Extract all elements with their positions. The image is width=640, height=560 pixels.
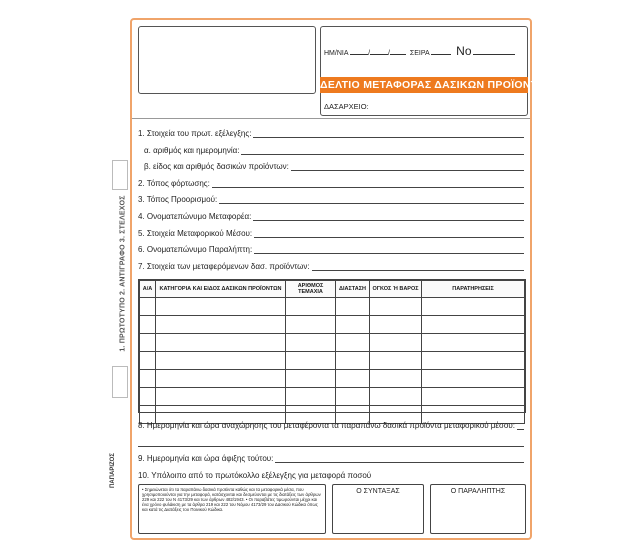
table-row xyxy=(140,370,525,388)
transport-form-sheet xyxy=(130,18,554,540)
table-row xyxy=(140,298,525,316)
series-label: ΣΕΙΡΑ xyxy=(409,50,430,57)
arrival-label: 9. Ημερομηνία και ώρα άφιξης τούτου: xyxy=(138,454,274,463)
remaining-balance-field[interactable] xyxy=(138,466,524,480)
form-field[interactable] xyxy=(138,157,524,171)
table-cell[interactable] xyxy=(140,298,156,316)
table-header-cell: Α/Α xyxy=(140,281,156,298)
form-field-label: 6. Ονοματεπώνυμο Παραλήπτη: xyxy=(138,245,253,255)
header-separator xyxy=(132,118,530,119)
form-field-line xyxy=(219,195,524,204)
table-row xyxy=(140,316,525,334)
table-cell[interactable] xyxy=(286,298,336,316)
signature-footer xyxy=(138,484,526,536)
table-cell[interactable] xyxy=(140,388,156,406)
form-header xyxy=(320,26,554,116)
date-sep: / xyxy=(368,50,371,57)
form-field-label: 4. Ονοματεπώνυμο Μεταφορέα: xyxy=(138,212,252,221)
table-row xyxy=(140,334,525,352)
table-cell[interactable] xyxy=(370,298,422,316)
departure-field[interactable] xyxy=(138,416,524,430)
composer-signature-box[interactable] xyxy=(332,484,424,534)
form-field[interactable] xyxy=(138,224,524,238)
legal-note: • Σημειώνεται ότι τα παραπάνω δασικά προϊόντα καθώς και τα μεταφορικά μέσα, που χρησιμοποιούνται για την μεταφορά, κατάσχονται και δεσμεύονται με τις διατάξεις των άρθρων 229 και 222 του Ν 4173/29 και των άρθρων 482/1943. • Οι παραβάτες τιμωρούνται μέχρι και ένα χρόνο φυλάκιση με τα άρθρα 219 και 222 του Νόμου 4173/29 του Δασικού Κώδικα όπως και κατά τις Διατάξεις του Ποινικού Κώδικα. xyxy=(138,484,326,534)
table-cell[interactable] xyxy=(422,370,525,388)
table-cell[interactable] xyxy=(422,352,525,370)
form-field-line xyxy=(212,179,524,188)
table-row xyxy=(140,352,525,370)
table-cell[interactable] xyxy=(156,370,286,388)
table-cell[interactable] xyxy=(286,352,336,370)
arrival-field[interactable] xyxy=(138,449,524,463)
form-field-label: 2. Τόπος φόρτωσης: xyxy=(138,178,210,188)
date-sep: / xyxy=(388,50,390,57)
form-field-line xyxy=(312,262,524,271)
departure-continuation-field[interactable] xyxy=(138,433,524,447)
recipient-signature-box[interactable] xyxy=(430,484,526,534)
table-cell[interactable] xyxy=(422,316,525,334)
number-field[interactable] xyxy=(473,46,515,55)
table-cell[interactable] xyxy=(422,334,525,352)
table-cell[interactable] xyxy=(140,370,156,388)
form-field[interactable] xyxy=(138,257,524,271)
brand-label: ΠΑΠΑΡΙΖΟΣ xyxy=(110,453,116,488)
table-cell[interactable] xyxy=(370,370,422,388)
table-cell[interactable] xyxy=(156,334,286,352)
table-row xyxy=(140,388,525,406)
table-cell[interactable] xyxy=(286,316,336,334)
table-cell[interactable] xyxy=(370,388,422,406)
table-cell[interactable] xyxy=(370,334,422,352)
table-cell[interactable] xyxy=(370,316,422,334)
products-table xyxy=(138,279,526,413)
form-title: ΔΕΛΤΙΟ ΜΕΤΑΦΟΡΑΣ ΔΑΣΙΚΩΝ ΠΡΟΪΟΝΤΩΝ xyxy=(320,79,554,91)
form-field-label: β. είδος και αριθμός δασικών προϊόντων: xyxy=(144,162,289,172)
table-cell[interactable] xyxy=(336,334,370,352)
form-field-label: 1. Στοιχεία του πρωτ. εξέλεγξης: xyxy=(138,129,252,138)
table-cell[interactable] xyxy=(336,316,370,334)
table-header-cell: ΔΙΑΣΤΑΣΗ xyxy=(336,281,370,298)
table-header-cell: ΠΑΡΑΤΗΡΗΣΕΙΣ xyxy=(422,281,525,298)
series-field[interactable] xyxy=(431,46,451,55)
form-field-line xyxy=(253,212,524,221)
table-cell[interactable] xyxy=(336,298,370,316)
forest-office-label: ΔΑΣΑΡΧΕΙΟ: xyxy=(324,102,369,111)
table-cell[interactable] xyxy=(422,388,525,406)
table-cell[interactable] xyxy=(336,352,370,370)
form-field[interactable] xyxy=(138,174,524,188)
departure-label: 8. Ημερομηνία και ώρα αναχώρησης του μεταφέροντα τα παραπάνω δασικά προϊόντα μεταφορικού μέσου: xyxy=(138,421,515,430)
table-cell[interactable] xyxy=(286,370,336,388)
copy-label: 1. ΠΡΩΤΟΤΥΠΟ 2. ΑΝΤΙΓΡΑΦΟ 3. ΣΤΕΛΕΧΟΣ xyxy=(119,195,127,352)
form-field[interactable] xyxy=(138,141,524,155)
departure-section xyxy=(138,416,524,482)
table-cell[interactable] xyxy=(156,388,286,406)
form-field-label: α. αριθμός και ημερομηνία: xyxy=(144,145,240,155)
copy-strip xyxy=(112,160,130,398)
table-cell[interactable] xyxy=(336,388,370,406)
form-field-label: 5. Στοιχεία Μεταφορικού Μέσου: xyxy=(138,228,253,238)
details-section xyxy=(138,124,524,274)
table-cell[interactable] xyxy=(156,352,286,370)
table-cell[interactable] xyxy=(140,334,156,352)
date-month-field[interactable] xyxy=(370,46,388,55)
date-label: ΗΜ/ΝΙΑ xyxy=(324,50,349,57)
form-field[interactable] xyxy=(138,207,524,221)
table-header-cell: ΟΓΚΟΣ Ή ΒΑΡΟΣ xyxy=(370,281,422,298)
table-cell[interactable] xyxy=(370,352,422,370)
form-field-line xyxy=(253,129,524,138)
table-cell[interactable] xyxy=(286,388,336,406)
date-year-field[interactable] xyxy=(390,46,406,55)
table-header-cell: ΑΡΙΘΜΟΣ ΤΕΜΑΧΙΑ xyxy=(286,281,336,298)
table-cell[interactable] xyxy=(156,316,286,334)
form-field-line xyxy=(254,229,524,238)
company-stamp-box[interactable] xyxy=(138,26,316,94)
composer-label: Ο ΣΥΝΤΑΞΑΣ xyxy=(356,488,400,495)
table-cell[interactable] xyxy=(140,352,156,370)
form-field[interactable] xyxy=(138,190,524,204)
table-cell[interactable] xyxy=(156,298,286,316)
remaining-balance-label: 10. Υπόλοιπο από το πρωτόκολλο εξέλεγξης για μεταφορά ποσού xyxy=(138,471,372,480)
form-field-label: 7. Στοιχεία των μεταφερόμενων δασ. προϊόντων: xyxy=(138,261,310,271)
date-series-line xyxy=(324,44,515,58)
form-field-line xyxy=(291,162,524,171)
form-field-line xyxy=(241,146,524,155)
form-field[interactable] xyxy=(138,124,524,138)
form-field-line xyxy=(254,245,524,254)
table-cell[interactable] xyxy=(422,298,525,316)
table-header-cell: ΚΑΤΗΓΟΡΙΑ ΚΑΙ ΕΙΔΟΣ ΔΑΣΙΚΩΝ ΠΡΟΪΟΝΤΩΝ xyxy=(156,281,286,298)
recipient-label: Ο ΠΑΡΑΛΗΠΤΗΣ xyxy=(450,488,506,495)
form-field[interactable] xyxy=(138,240,524,254)
date-day-field[interactable] xyxy=(350,46,371,57)
table-cell[interactable] xyxy=(140,316,156,334)
table-cell[interactable] xyxy=(286,334,336,352)
number-label: Νο xyxy=(456,44,472,58)
form-field-label: 3. Τόπος Προορισμού: xyxy=(138,195,218,205)
table-cell[interactable] xyxy=(336,370,370,388)
